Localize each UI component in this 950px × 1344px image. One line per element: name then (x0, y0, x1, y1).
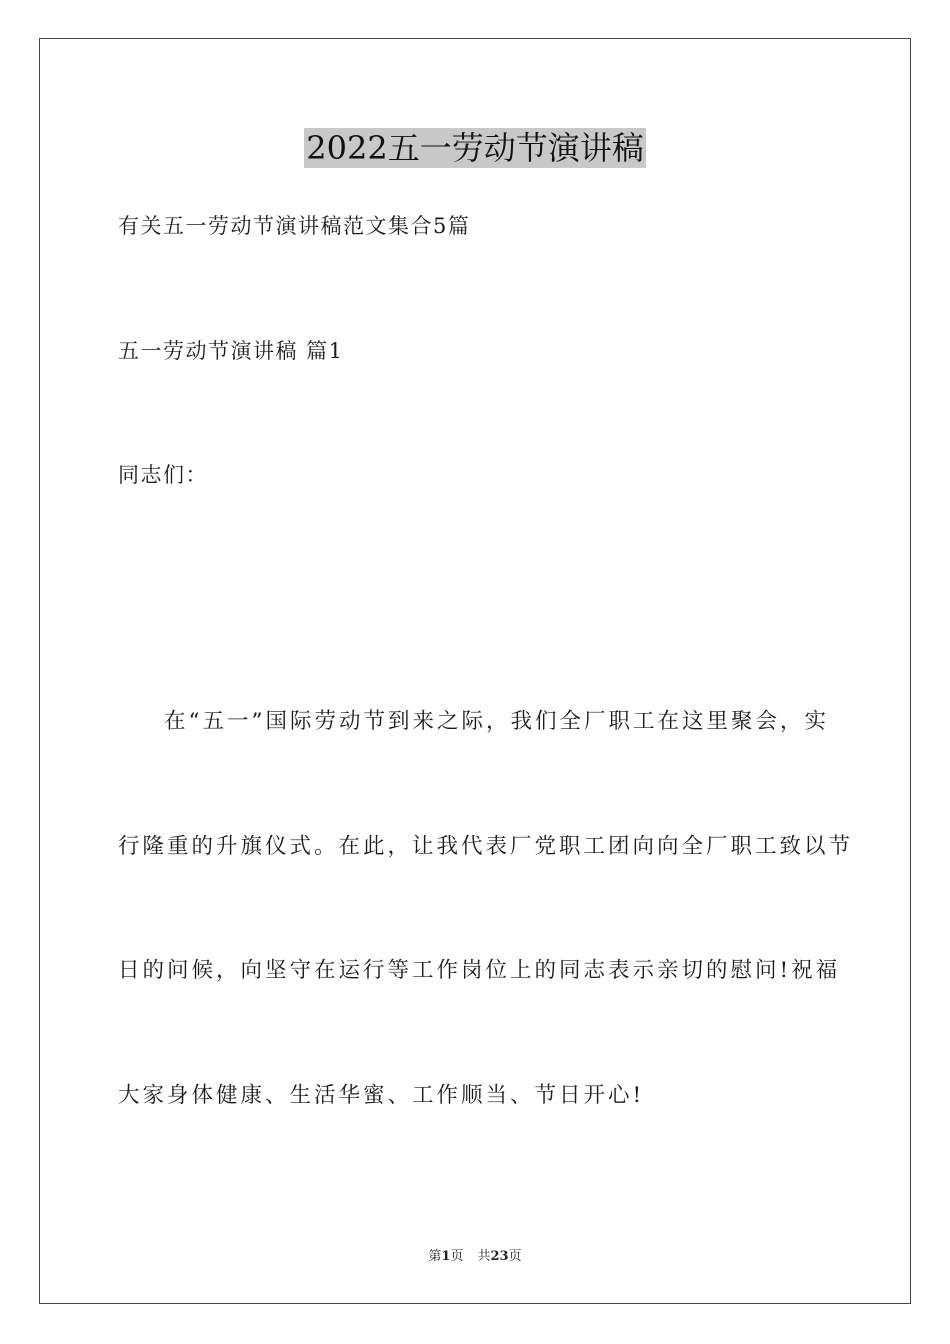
salutation: 同志们： (118, 463, 208, 487)
page-footer (0, 1248, 950, 1266)
current-page: 1 (441, 1249, 451, 1264)
page-total (477, 1249, 521, 1264)
paragraph-line: 在“五一”国际劳动节到来之际，我们全厂职工在这里聚会，实 (164, 709, 829, 734)
document-title: 2022五一劳动节演讲稿 (306, 129, 644, 167)
page-suffix: 页 (450, 1249, 464, 1264)
total-prefix: 共 (477, 1249, 491, 1264)
total-pages: 23 (490, 1249, 509, 1264)
page-prefix: 第 (428, 1249, 442, 1264)
section-heading: 五一劳动节演讲稿 篇1 (118, 339, 344, 363)
page-number (428, 1249, 463, 1264)
document-subtitle: 有关五一劳动节演讲稿范文集合5篇 (118, 214, 471, 238)
paragraph-line: 大家身体健康、生活华蜜、工作顺当、节日开心! (118, 1083, 645, 1108)
paragraph-line: 日的问候，向坚守在运行等工作岗位上的同志表示亲切的慰问!祝福 (118, 958, 841, 983)
paragraph-line: 行隆重的升旗仪式。在此，让我代表厂党职工团向向全厂职工致以节 (118, 834, 854, 859)
title-container (0, 128, 950, 168)
total-suffix: 页 (508, 1249, 522, 1264)
